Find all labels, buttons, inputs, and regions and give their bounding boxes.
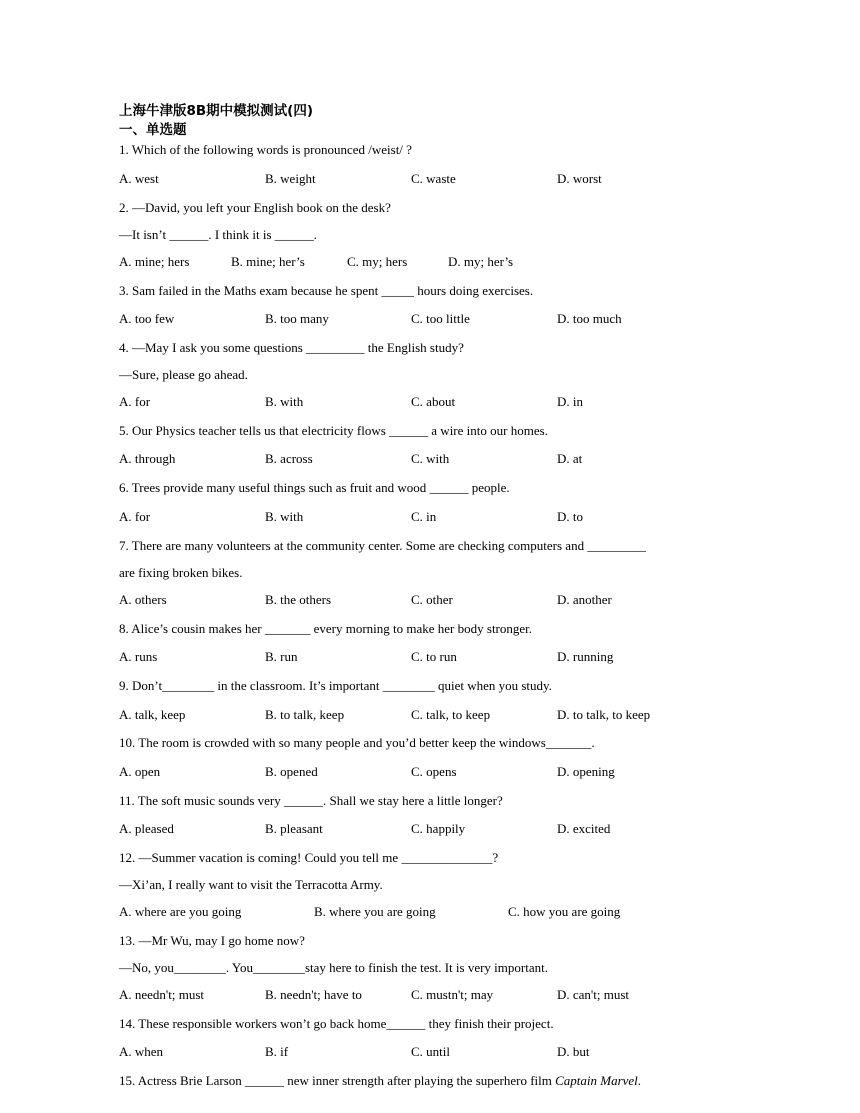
q12-option-a: A. where are you going — [119, 904, 242, 919]
q3-option-b: B. too many — [265, 311, 329, 326]
q13-option-d: D. can't; must — [557, 987, 630, 1002]
q5-option-c: C. with — [411, 451, 450, 466]
question-4-line-2: —Sure, please go ahead. — [119, 367, 248, 382]
q2-option-d: D. my; her’s — [448, 254, 514, 269]
question-4: 4. —May I ask you some questions _________ the English study? — [119, 340, 464, 355]
q8-option-b: B. run — [265, 649, 298, 664]
q11-option-a: A. pleased — [119, 821, 174, 836]
q4-option-b: B. with — [265, 394, 304, 409]
q11-option-c: C. happily — [411, 821, 466, 836]
question-2-line-2: —It isn’t ______. I think it is ______. — [119, 227, 318, 242]
question-13-line-2: —No, you________. You________stay here to finish the test. It is very important. — [119, 960, 548, 975]
document-title: 上海牛津版8B期中模拟测试(四) — [119, 103, 314, 119]
q2-option-a: A. mine; hers — [119, 254, 190, 269]
q13-option-c: C. mustn't; may — [411, 987, 494, 1002]
section-heading: 一、单选题 — [119, 122, 187, 138]
q6-option-d: D. to — [557, 509, 583, 524]
q13-option-b: B. needn't; have to — [265, 987, 362, 1002]
question-1: 1. Which of the following words is pronounced /weist/ ? — [119, 142, 412, 157]
q11-option-d: D. excited — [557, 821, 611, 836]
q3-option-c: C. too little — [411, 311, 470, 326]
q11-option-b: B. pleasant — [265, 821, 323, 836]
q10-option-c: C. opens — [411, 764, 457, 779]
question-15 — [119, 1073, 641, 1089]
q2-option-b: B. mine; her’s — [231, 254, 305, 269]
q7-option-d: D. another — [557, 592, 612, 607]
question-9: 9. Don’t________ in the classroom. It’s important ________ quiet when you study. — [119, 678, 552, 693]
q10-option-b: B. opened — [265, 764, 318, 779]
q9-option-d: D. to talk, to keep — [557, 707, 651, 722]
q6-option-b: B. with — [265, 509, 304, 524]
q1-option-b: B. weight — [265, 171, 316, 186]
q9-option-b: B. to talk, keep — [265, 707, 345, 722]
q3-option-a: A. too few — [119, 311, 175, 326]
q9-option-c: C. talk, to keep — [411, 707, 491, 722]
question-7: 7. There are many volunteers at the community center. Some are checking computers and _________ — [119, 538, 646, 553]
q8-option-a: A. runs — [119, 649, 158, 664]
q10-option-a: A. open — [119, 764, 161, 779]
q5-option-b: B. across — [265, 451, 313, 466]
q8-option-c: C. to run — [411, 649, 457, 664]
question-12-line-2: —Xi’an, I really want to visit the Terracotta Army. — [119, 877, 383, 892]
q7-option-c: C. other — [411, 592, 453, 607]
question-6: 6. Trees provide many useful things such as fruit and wood ______ people. — [119, 480, 510, 495]
q4-option-a: A. for — [119, 394, 151, 409]
q1-option-c: C. waste — [411, 171, 456, 186]
q3-option-d: D. too much — [557, 311, 622, 326]
q14-option-a: A. when — [119, 1044, 164, 1059]
question-8: 8. Alice’s cousin makes her _______ every morning to make her body stronger. — [119, 621, 533, 636]
question-12: 12. —Summer vacation is coming! Could you tell me ______________? — [119, 850, 499, 865]
film-title: Captain Marvel — [555, 1073, 638, 1088]
q9-option-a: A. talk, keep — [119, 707, 186, 722]
q12-option-c: C. how you are going — [508, 904, 621, 919]
question-14: 14. These responsible workers won’t go back home______ they finish their project. — [119, 1016, 554, 1031]
q14-option-b: B. if — [265, 1044, 289, 1059]
q7-option-b: B. the others — [265, 592, 332, 607]
q4-option-d: D. in — [557, 394, 583, 409]
question-10: 10. The room is crowded with so many people and you’d better keep the windows_______. — [119, 735, 595, 750]
q6-option-a: A. for — [119, 509, 151, 524]
q12-option-b: B. where you are going — [314, 904, 436, 919]
q1-option-d: D. worst — [557, 171, 602, 186]
q13-option-a: A. needn't; must — [119, 987, 205, 1002]
q5-option-a: A. through — [119, 451, 176, 466]
question-7-line-2: are fixing broken bikes. — [119, 565, 243, 580]
q6-option-c: C. in — [411, 509, 437, 524]
question-11: 11. The soft music sounds very ______. Shall we stay here a little longer? — [119, 793, 503, 808]
q5-option-d: D. at — [557, 451, 583, 466]
q10-option-d: D. opening — [557, 764, 615, 779]
q14-option-c: C. until — [411, 1044, 451, 1059]
question-13: 13. —Mr Wu, may I go home now? — [119, 933, 305, 948]
question-2: 2. —David, you left your English book on the desk? — [119, 200, 391, 215]
q8-option-d: D. running — [557, 649, 614, 664]
question-5: 5. Our Physics teacher tells us that electricity flows ______ a wire into our homes. — [119, 423, 548, 438]
q1-option-a: A. west — [119, 171, 159, 186]
question-15-text: 15. Actress Brie Larson ______ new inner strength after playing the superhero film — [119, 1073, 556, 1088]
q2-option-c: C. my; hers — [347, 254, 408, 269]
question-3: 3. Sam failed in the Maths exam because he spent _____ hours doing exercises. — [119, 283, 534, 298]
q14-option-d: D. but — [557, 1044, 590, 1059]
q4-option-c: C. about — [411, 394, 456, 409]
question-15-end: . — [637, 1073, 642, 1088]
q7-option-a: A. others — [119, 592, 167, 607]
